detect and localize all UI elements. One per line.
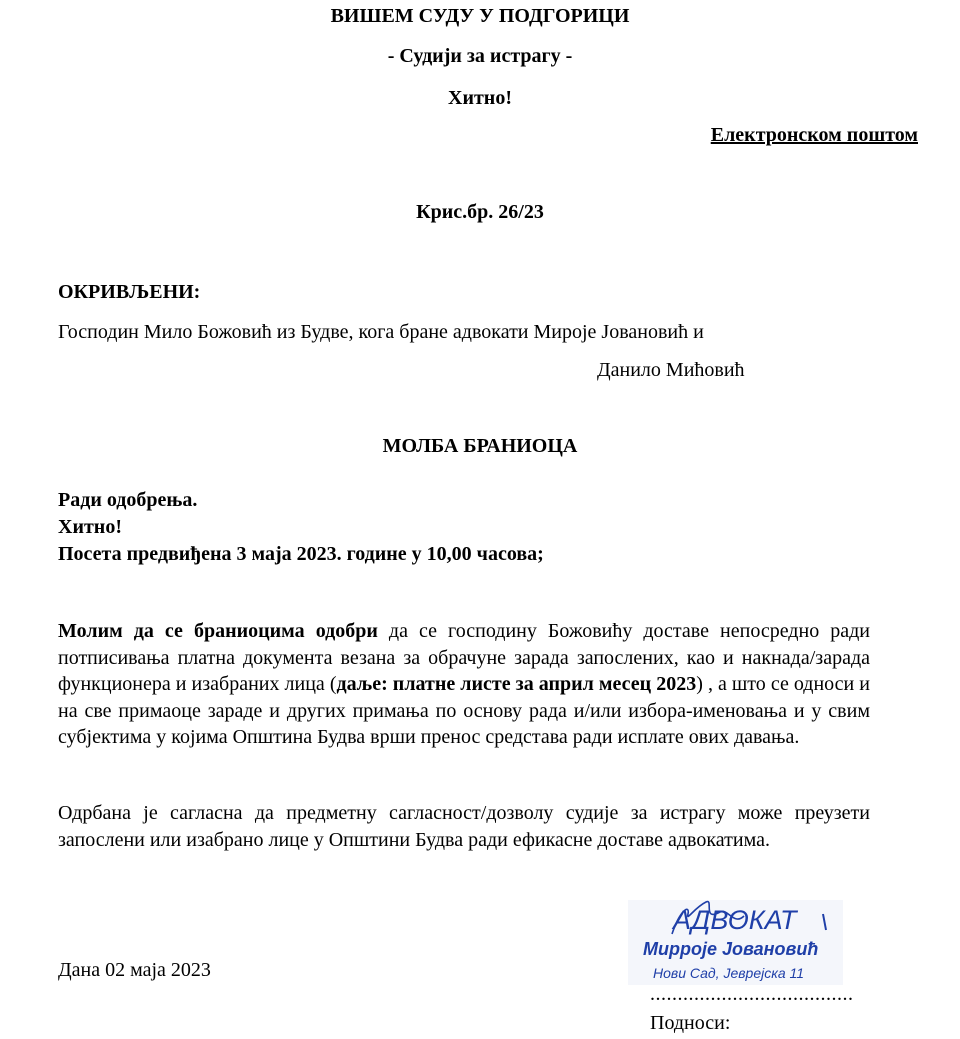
plea-urgent: Хитно!	[58, 516, 122, 538]
signature-tick	[823, 914, 826, 930]
accused-heading: ОКРИВЉЕНИ:	[58, 281, 201, 303]
lawyer-stamp	[628, 900, 843, 985]
request-bold-mid: даље: платне листе за април месец 2023	[336, 673, 697, 695]
delivery-method: Електронском поштом	[710, 124, 918, 146]
request-text-b: ) , а што се односи и на све примаоце зараде и других примања по основу рада и/или избора-именовања и у свим субјектима у којима Општина Будва врши пренос средстава ради исплате ових давања.	[58, 673, 871, 748]
stamp-address: Нови Сад, Јеврејска 11	[653, 965, 805, 981]
stamp-lawyer-name: Мирроје Јовановић	[643, 939, 819, 959]
signature-line: .....................................	[650, 983, 854, 1005]
stamp-graphic	[628, 900, 843, 985]
plea-visit: Посета предвиђена 3 маја 2023. године у 10,00 часова;	[58, 543, 544, 565]
judge-addressee: - Судији за истрагу -	[387, 45, 573, 67]
document-title: МОЛБА БРАНИОЦА	[382, 435, 578, 457]
urgent-note: Хитно!	[448, 87, 512, 109]
request-lead: Молим да се браниоцима одобри	[58, 620, 378, 642]
court-name: ВИШЕМ СУДУ У ПОДГОРИЦИ	[330, 5, 630, 27]
consent-paragraph: Одрбана је сагласна да предметну сагласност/дозволу судије за истрагу може преузети запослени или изабрано лице у Општини Будва ради ефикасне доставе адвокатима.	[58, 802, 870, 851]
plea-list	[58, 487, 544, 568]
request-text-a: да се господину Божовићу доставе непосредно ради потписивања платна документа везана за обрачуне зарада запослених, као и накнада/зарада функционера и изабраних лица (	[58, 620, 870, 695]
stamp-title: АДВОКАТ	[673, 905, 797, 935]
plea-approval: Ради одобрења.	[58, 489, 198, 511]
submitter-label: Подноси:	[650, 1012, 731, 1034]
accused-line-2: Данило Мићовић	[597, 359, 745, 381]
case-number: Крис.бр. 26/23	[416, 201, 544, 223]
request-paragraph	[58, 618, 870, 751]
document-date: Дана 02 маја 2023	[58, 959, 211, 981]
accused-line-1: Господин Мило Божовић из Будве, кога бране адвокати Мироје Јовановић и	[58, 321, 704, 343]
